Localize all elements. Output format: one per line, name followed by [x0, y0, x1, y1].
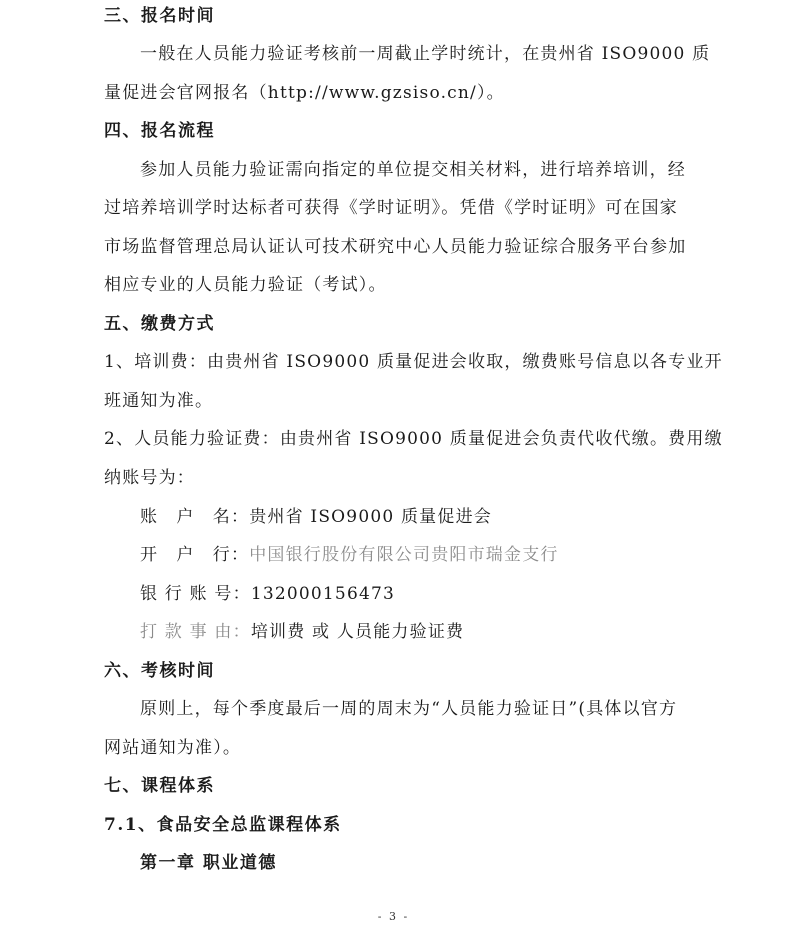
- section-4-paragraph-line: 参加人员能力验证需向指定的单位提交相关材料，进行培养培训，经: [140, 160, 686, 180]
- account-number-label: 银 行 账 号：: [140, 584, 251, 604]
- section-4-paragraph-line: 市场监督管理总局认证认可技术研究中心人员能力验证综合服务平台参加: [104, 237, 687, 257]
- account-name-value: 贵州省 ISO9000 质量促进会: [249, 507, 492, 527]
- section-5-heading: 五、缴费方式: [104, 314, 215, 334]
- account-name-row: [140, 506, 492, 528]
- account-number-value: 132000156473: [250, 584, 396, 604]
- section-3-paragraph-line: 一般在人员能力验证考核前一周截止学时统计，在贵州省 ISO9000 质: [140, 44, 711, 64]
- fee-item-1-line: 班通知为准。: [104, 391, 214, 411]
- section-6-paragraph-line: 原则上，每个季度最后一周的周末为“人员能力验证日”(具体以官方: [140, 699, 678, 719]
- account-bank-row: [140, 544, 559, 566]
- section-4-heading: 四、报名流程: [104, 121, 215, 141]
- section-4-paragraph-line: 过培养培训学时达标者可获得《学时证明》。凭借《学时证明》可在国家: [104, 198, 678, 218]
- chapter-heading: 第一章 职业道德: [140, 853, 277, 873]
- section-4-paragraph-line: 相应专业的人员能力验证（考试）。: [104, 275, 387, 295]
- section-7-heading: 七、课程体系: [104, 776, 215, 796]
- account-bank-label: 开 户 行：: [140, 545, 250, 565]
- payment-reason-value: 培训费 或 人员能力验证费: [250, 622, 465, 642]
- account-number-row: [140, 583, 395, 605]
- fee-item-2-line: 纳账号为：: [104, 468, 195, 488]
- section-3-paragraph-line: 量促进会官网报名（http://www.gzsiso.cn/）。: [104, 83, 505, 103]
- account-bank-value: 中国银行股份有限公司贵阳市瑞金支行: [249, 545, 559, 565]
- section-6-heading: 六、考核时间: [104, 661, 215, 681]
- account-name-label: 账 户 名：: [140, 507, 250, 527]
- fee-item-1-line: 1、培训费：由贵州省 ISO9000 质量促进会收取，缴费账号信息以各专业开: [104, 352, 723, 372]
- section-6-paragraph-line: 网站通知为准）。: [104, 738, 242, 758]
- fee-item-2-line: 2、人员能力验证费：由贵州省 ISO9000 质量促进会负责代收代缴。费用缴: [104, 429, 723, 449]
- page-number: - 3 -: [377, 910, 410, 923]
- section-7-1-heading: 7.1、食品安全总监课程体系: [104, 815, 342, 835]
- payment-reason-row: [140, 621, 464, 643]
- section-3-heading: 三、报名时间: [104, 6, 215, 26]
- payment-reason-label: 打 款 事 由：: [140, 622, 251, 642]
